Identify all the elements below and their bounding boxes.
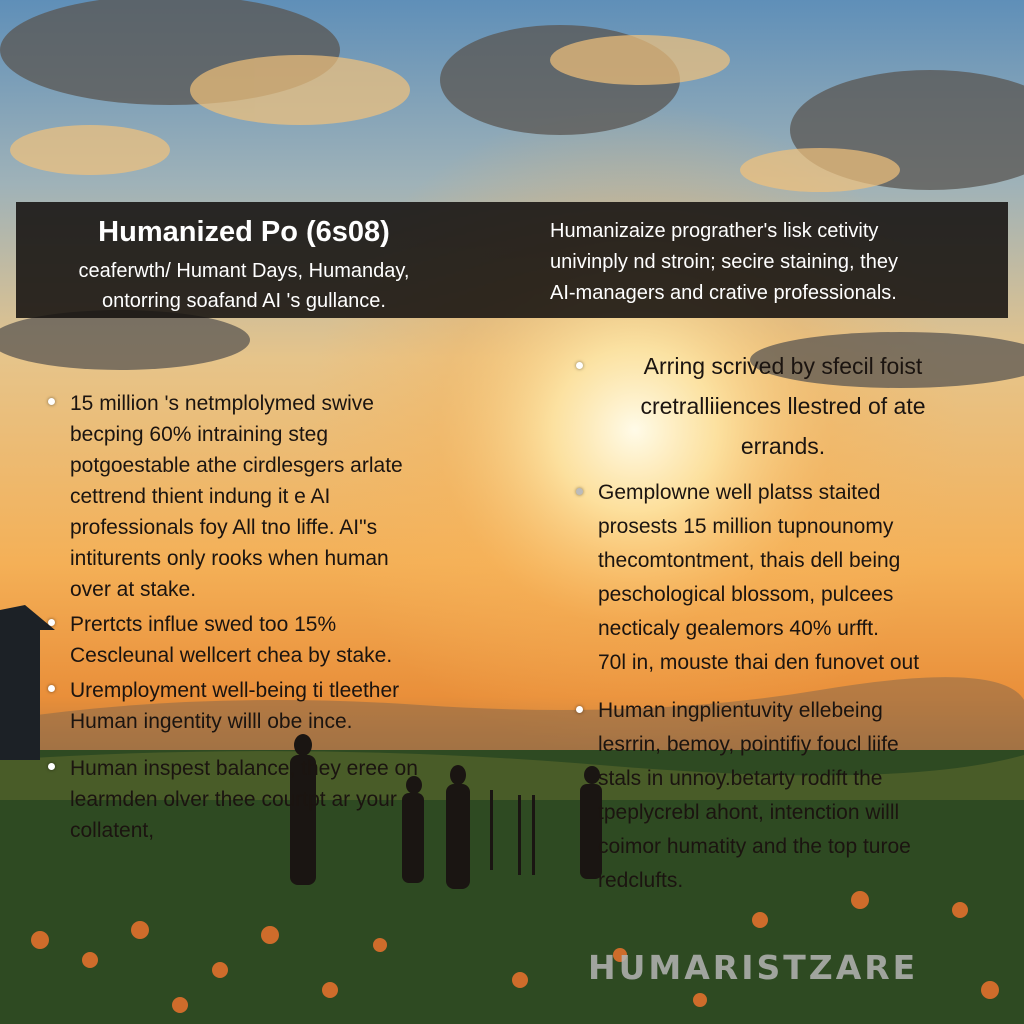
bullet-icon bbox=[48, 763, 55, 770]
list-item-line: potgoestable athe cirdlesgers arlate bbox=[70, 454, 403, 477]
list-item bbox=[70, 753, 470, 846]
list-item-line: becping 60% intraining steg bbox=[70, 423, 329, 446]
list-item-line: redclufts. bbox=[598, 869, 684, 892]
list-item-line: tpeplycrebl ahont, intenction willl bbox=[598, 801, 900, 824]
list-item-line: necticaly gealemors 40% urfft. bbox=[598, 617, 879, 640]
banner-right-line: Humanizaize prograther's lisk cetivity bbox=[550, 220, 879, 242]
banner-left-line: ontorring soafand AI 's gullance. bbox=[101, 290, 386, 312]
watermark-text: HUMARISTZARE bbox=[588, 948, 919, 987]
list-item bbox=[70, 388, 470, 605]
banner-left-block bbox=[34, 212, 454, 316]
list-item-line: 15 million 's netmplolymed swive bbox=[70, 392, 374, 415]
list-item bbox=[588, 346, 978, 466]
banner-right-line: AI-managers and crative professionals. bbox=[550, 282, 897, 304]
list-item-line: learmden olver thee courtpt ar your bbox=[70, 788, 397, 811]
list-item-line: Prertcts influe swed too 15% bbox=[70, 613, 337, 636]
list-item-line: intiturents only rooks when human bbox=[70, 547, 389, 570]
list-item-line: Gemplowne well platss staited bbox=[598, 481, 881, 504]
left-bullet-list bbox=[70, 388, 470, 862]
list-item bbox=[70, 675, 470, 737]
bullet-icon bbox=[576, 362, 583, 369]
list-item bbox=[598, 476, 978, 680]
list-item-line: Human ingentity willl obe ince. bbox=[70, 710, 353, 733]
list-item-line: prosests 15 million tupnounomy bbox=[598, 515, 894, 538]
list-item-line: professionals foy All tno liffe. AI"s bbox=[70, 516, 378, 539]
right-bullet-list bbox=[598, 346, 978, 914]
list-item-line: coimor humatity and the top turoe bbox=[598, 835, 911, 858]
list-item-line: Arring scrived by sfecil foist bbox=[643, 353, 923, 379]
list-item-line: errands. bbox=[740, 433, 826, 459]
list-item-line: cretralliiences llestred of ate bbox=[640, 393, 926, 419]
bullet-icon bbox=[48, 685, 55, 692]
banner-left-line: ceaferwth/ Humant Days, Humanday, bbox=[78, 260, 410, 282]
banner-right-block bbox=[550, 216, 990, 309]
list-item-line: peschological blossom, pulcees bbox=[598, 583, 894, 606]
list-item bbox=[70, 609, 470, 671]
bullet-icon bbox=[576, 706, 583, 713]
list-item-line: over at stake. bbox=[70, 578, 197, 601]
banner-title: Humanized Po (6s08) bbox=[98, 216, 390, 248]
list-item-line: 70l in, mouste thai den funovet out bbox=[598, 651, 920, 674]
list-item-line: thecomtontment, thais dell being bbox=[598, 549, 901, 572]
header-banner bbox=[16, 202, 1008, 318]
list-item-line: collatent, bbox=[70, 819, 155, 842]
list-item-line: cettrend thient indung it e AI bbox=[70, 485, 331, 508]
list-item-line: Cescleunal wellcert chea by stake. bbox=[70, 644, 393, 667]
list-item-line: Human ingplientuvity ellebeing bbox=[598, 699, 883, 722]
bullet-icon bbox=[48, 619, 55, 626]
bullet-icon bbox=[48, 398, 55, 405]
list-item-line: Uremployment well-being ti tleether bbox=[70, 679, 400, 702]
list-item-line: stals in unnoy.betarty rodift the bbox=[598, 767, 883, 790]
list-item-line: lesrrin, bemoy, pointifiy foucl liife bbox=[598, 733, 899, 756]
list-item bbox=[598, 694, 978, 898]
bullet-icon bbox=[576, 488, 583, 495]
banner-right-line: univinply nd stroin; secire staining, they bbox=[550, 251, 898, 273]
list-item-line: Human inspest balance, they eree on bbox=[70, 757, 418, 780]
